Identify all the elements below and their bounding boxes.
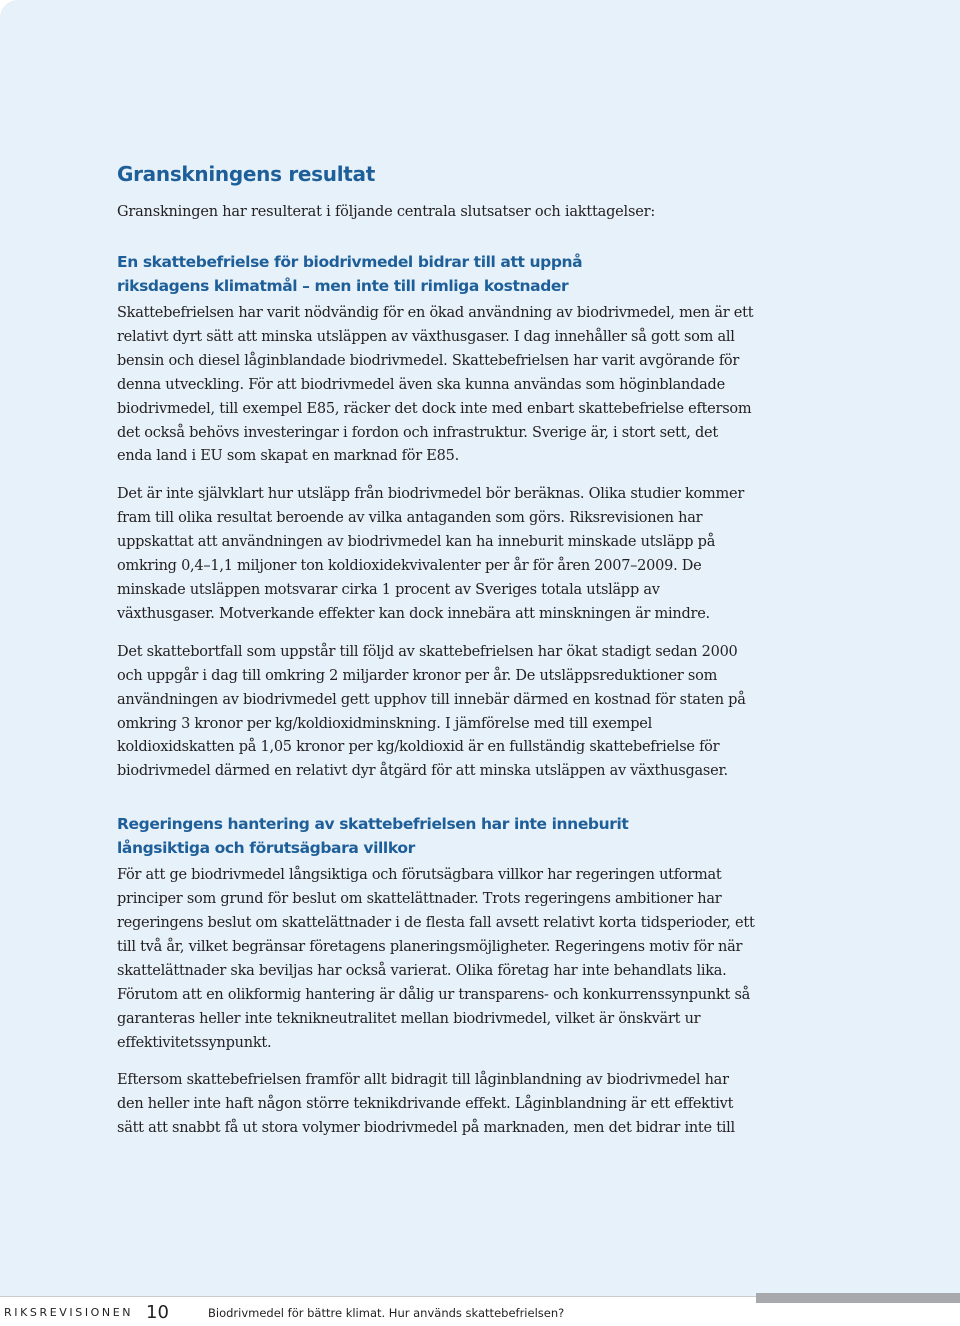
body-paragraph: Skattebefrielsen har varit nödvändig för en ökad användning av biodrivmedel, men är ett relativt dyrt sätt att minska utsläppen av växthusgaser. I dag innehåller så gott som all bensin och diesel låginblandade biodrivmedel. Skattebefrielsen har varit avgörande för denna utveckling. För att biodrivmedel även ska kunna användas som höginblandade biodrivmedel, till exempel E85, räcker det dock inte med enbart skattebefrielse eftersom det också behövs investeringar i fordon och infrastruktur. Sverige är, i stort sett, det enda land i EU som skapat en marknad för E85. (117, 305, 754, 465)
heading-line: En skattebefrielse för biodrivmedel bidrar till att uppnå (117, 253, 583, 271)
footer-document-title: Biodrivmedel för bättre klimat. Hur används skattebefrielsen? (208, 1306, 565, 1320)
body-paragraph: För att ge biodrivmedel långsiktiga och förutsägbara villkor har regeringen utformat principer som grund för beslut om skattelättnader. Trots regeringens ambitioner har regeringens beslut om skattelättnader i de flesta fall avsett relativt korta tidsperioder, ett till två år, vilket begränsar företagens planeringsmöjligheter. Regeringens motiv för när skattelättnader ska beviljas har också varierat. Olika företag har inte behandlats lika. Förutom att en olikformig hantering är dålig ur transparens- och konkurrenssynpunkt så garanteras heller inte teknikneutralitet mellan biodrivmedel, vilket är önskvärt ur effektivitetssynpunkt. (117, 867, 755, 1051)
heading-line: långsiktiga och förutsägbara villkor (117, 839, 415, 858)
footer-accent-bar (756, 1293, 960, 1303)
page-number: 10 (146, 1302, 169, 1323)
page-title: Granskningens resultat (117, 162, 375, 186)
finding-section-2 (117, 812, 757, 1141)
report-content (117, 158, 757, 1141)
footer-brand: RIKSREVISIONEN (4, 1306, 134, 1319)
body-paragraph: Det är inte självklart hur utsläpp från biodrivmedel bör beräknas. Olika studier kommer fram till olika resultat beroende av vilka antaganden som görs. Riksrevisionen har uppskattat att användningen av biodrivmedel kan ha inneburit minskade utsläpp på omkring 0,4–1,1 miljoner ton koldioxidekvivalenter per år för åren 2007–2009. De minskade utsläppen motsvarar cirka 1 procent av Sveriges totala utsläpp av växthusgaser. Motverkande effekter kan dock innebära att minskningen är mindre. (117, 486, 745, 622)
body-paragraph: Eftersom skattebefrielsen framför allt bidragit till låginblandning av biodrivmedel har den heller inte haft någon större teknikdrivande effekt. Låginblandning är ett effektivt sätt att snabbt få ut stora volymer biodrivmedel på marknaden, men det bidrar inte till (117, 1072, 735, 1137)
finding-section-1 (117, 250, 757, 784)
body-paragraph: Det skattebortfall som uppstår till följd av skattebefrielsen har ökat stadigt sedan 2000 och uppgår i dag till omkring 2 miljarder kronor per år. De utsläppsreduktioner som användningen av biodrivmedel gett upphov till innebär därmed en kostnad för staten på omkring 3 kronor per kg/koldioxidminskning. I jämförelse med till exempel koldioxidskatten på 1,05 kronor per kg/koldioxid är en fullständig skattebefrielse för biodrivmedel därmed en relativt dyr åtgärd för att minska utsläppen av växthusgaser. (117, 643, 746, 780)
heading-line: riksdagens klimatmål – men inte till rimliga kostnader (117, 277, 569, 295)
finding-heading-2 (117, 812, 757, 860)
finding-heading-1 (117, 250, 757, 298)
heading-line: Regeringens hantering av skattebefrielsen har inte inneburit (117, 815, 629, 834)
intro-text: Granskningen har resulterat i följande centrala slutsatser och iakttagelser: (117, 204, 656, 220)
